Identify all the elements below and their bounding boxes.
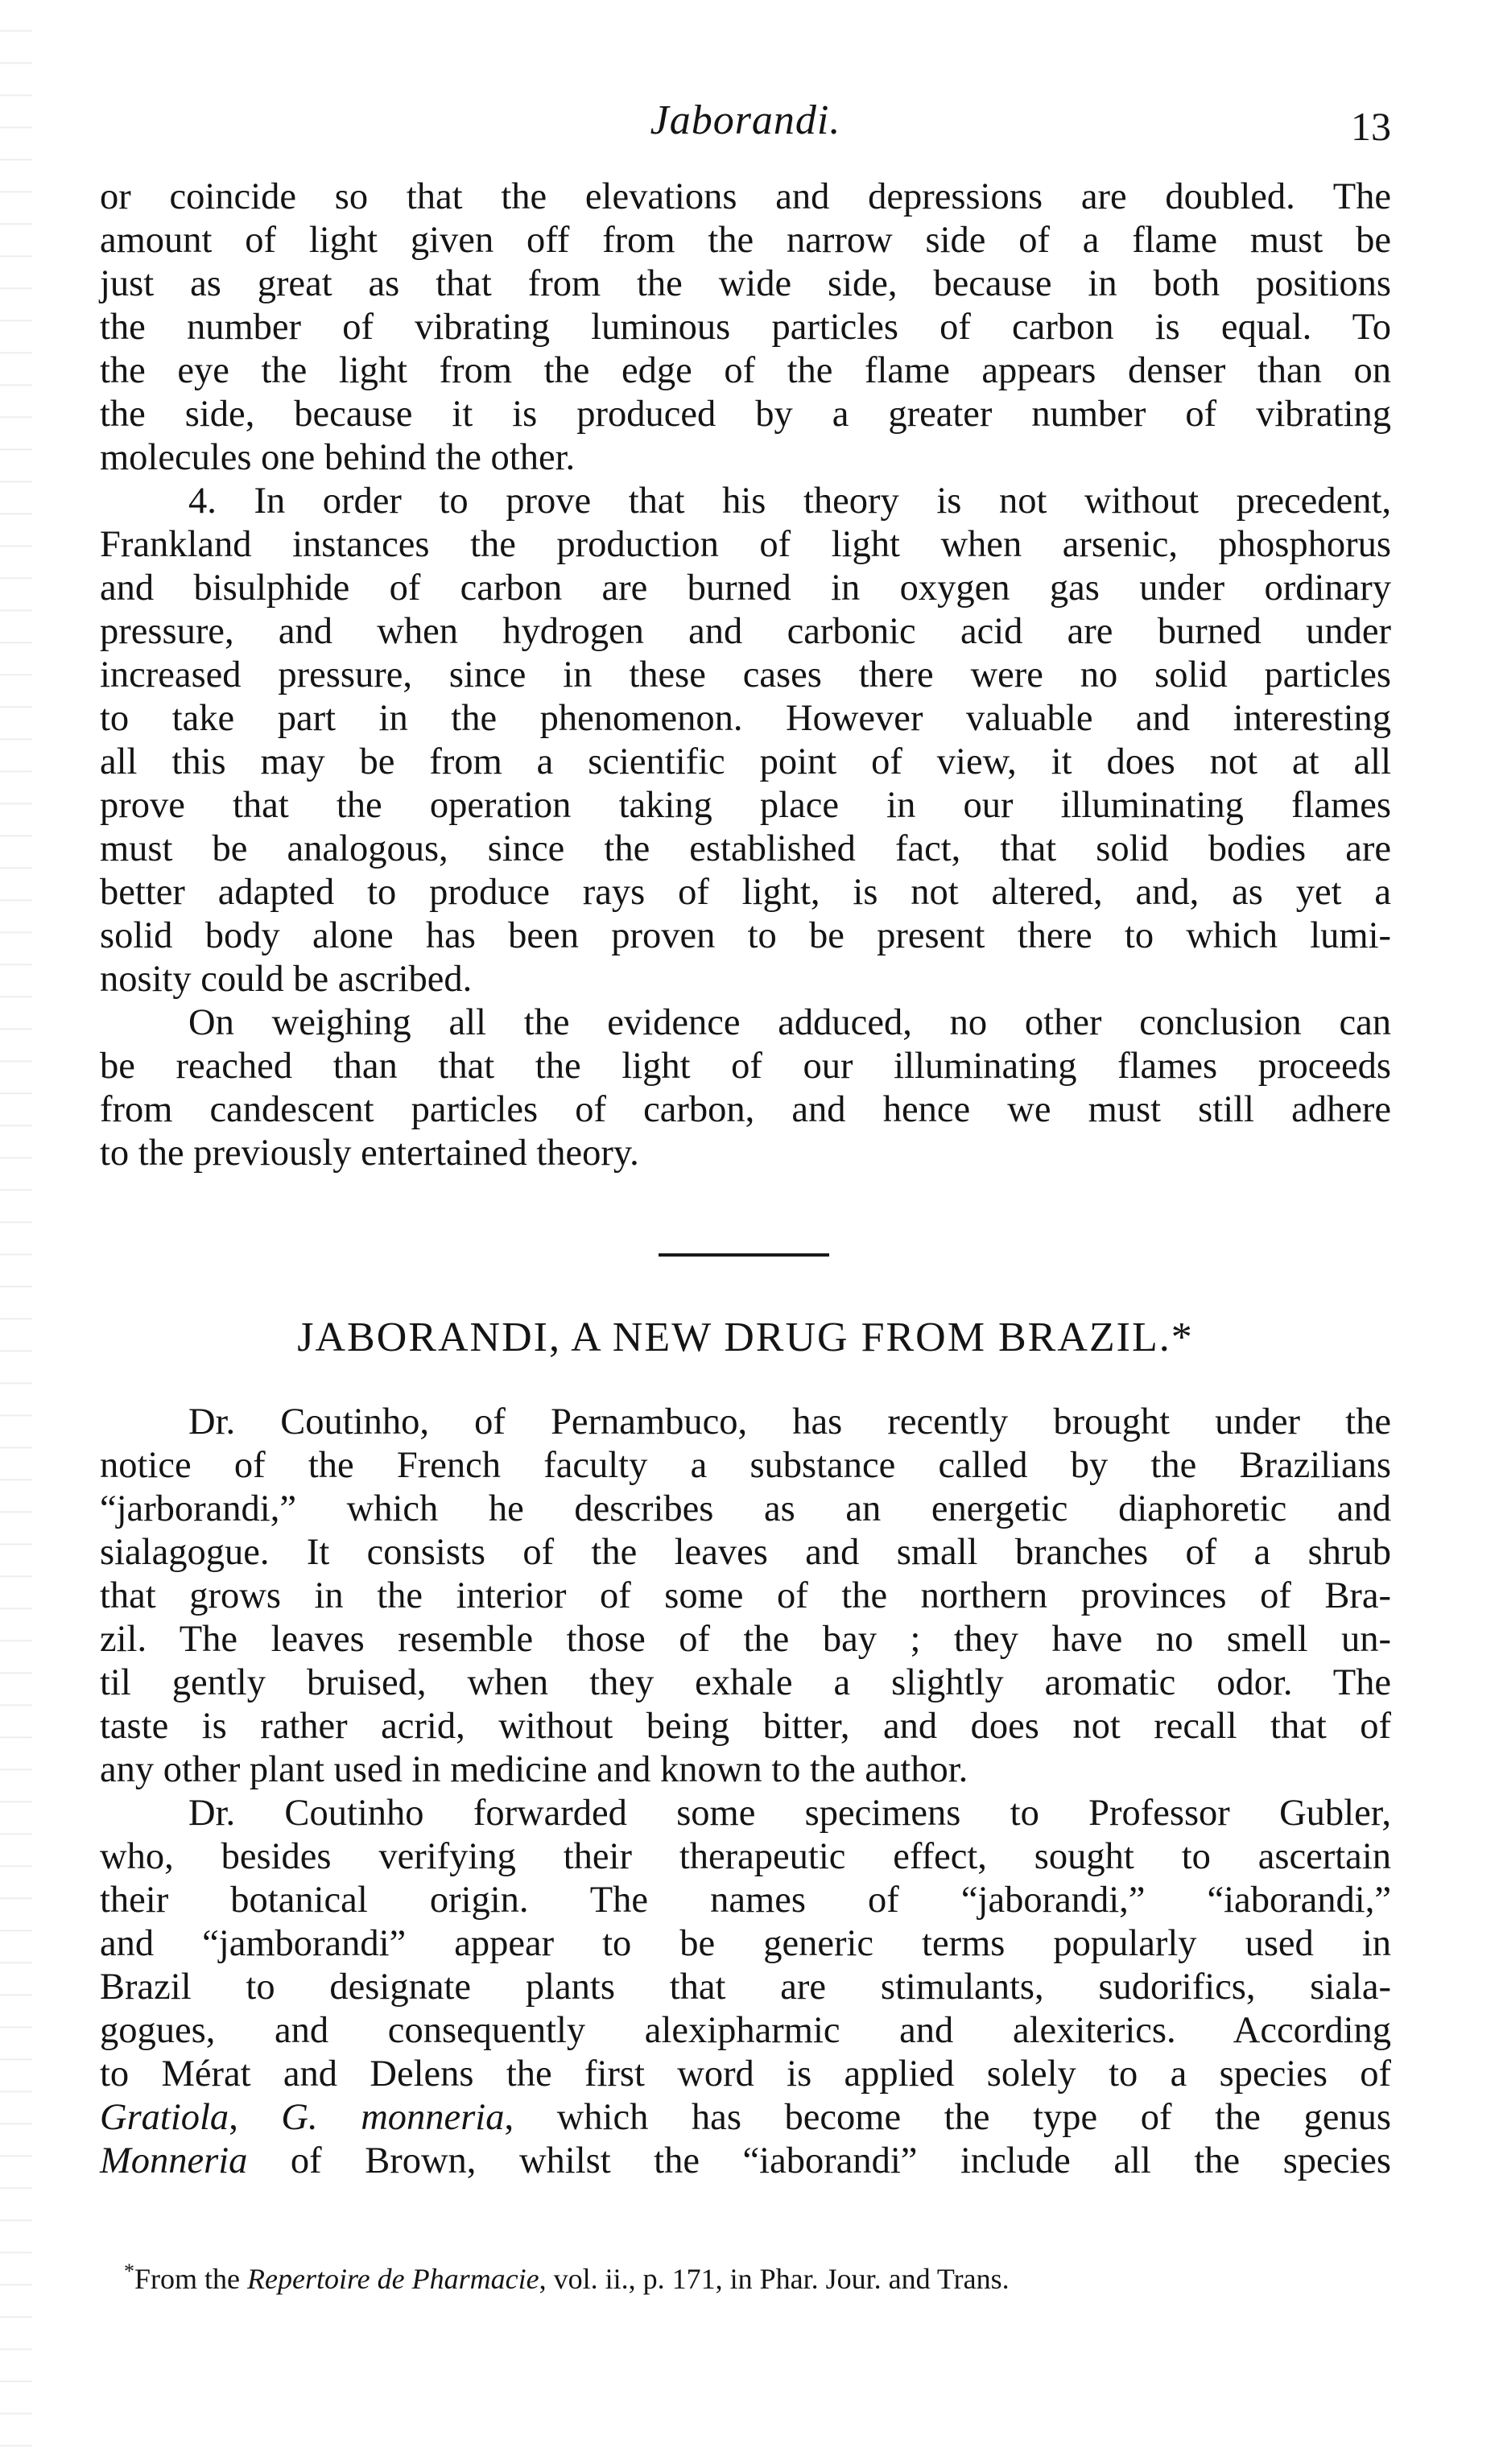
text-line: any other plant used in medicine and known to the author. [100,1749,968,1790]
body-text-section-2 [100,1401,1391,2183]
text-line: til gently bruised, when they exhale a slightly aromatic odor. The [100,1662,1391,1703]
text-line: or coincide so that the elevations and depressions are doubled. The [100,176,1391,217]
text-line: Brazil to designate plants that are stimulants, sudorifics, siala- [100,1967,1391,2008]
text-line: pressure, and when hydrogen and carbonic acid are burned under [100,611,1391,652]
text-line: notice of the French faculty a substance called by the Brazilians [100,1445,1391,1486]
text-line: to the previously entertained theory. [100,1133,639,1174]
text-line: all this may be from a scientific point of view, it does not at all [100,741,1391,782]
text-line: be reached than that the light of our illuminating flames proceeds [100,1046,1391,1087]
text-line: Dr. Coutinho, of Pernambuco, has recently brought under the [188,1401,1391,1442]
running-title: Jaborandi. [650,97,841,143]
footnote [124,2254,1380,2297]
text-line: sialagogue. It consists of the leaves and small branches of a shrub [100,1532,1391,1573]
text-line: nosity could be ascribed. [100,959,473,1000]
text-line: to take part in the phenomenon. However valuable and interesting [100,698,1391,739]
scan-margin [0,0,32,2464]
text-line: “jarborandi,” which he describes as an energetic diaphoretic and [100,1488,1391,1529]
text-line: 4. In order to prove that his theory is not without precedent, [188,481,1391,522]
text-line: increased pressure, since in these cases there were no solid particles [100,654,1391,695]
text-line: who, besides verifying their therapeutic effect, sought to ascertain [100,1836,1391,1877]
text-line: that grows in the interior of some of the northern provinces of Bra- [100,1575,1391,1616]
text-line: their botanical origin. The names of “jaborandi,” “iaborandi,” [100,1880,1391,1921]
body-text-section-1 [100,175,1391,1175]
text-line: the number of vibrating luminous particles of carbon is equal. To [100,307,1391,348]
footnote-prefix: From the [134,2263,247,2295]
text-line: gogues, and consequently alexipharmic and alexiterics. According [100,2010,1391,2051]
text-line: taste is rather acrid, without being bitter, and does not recall that of [100,1706,1391,1747]
text-line: must be analogous, since the established fact, that solid bodies are [100,828,1391,869]
text-line: and bisulphide of carbon are burned in oxygen gas under ordinary [100,568,1391,609]
text-line: just as great as that from the wide side, because in both positions [100,263,1391,304]
text-line: Gratiola, G. monneria, which has become the type of the genus [100,2097,1391,2138]
footnote-mark: * [124,2260,134,2283]
text-line: prove that the operation taking place in our illuminating flames [100,785,1391,826]
text-line: the side, because it is produced by a greater number of vibrating [100,394,1391,435]
text-line: better adapted to produce rays of light, is not altered, and, as yet a [100,872,1391,913]
text-line: from candescent particles of carbon, and hence we must still adhere [100,1089,1391,1130]
text-line: amount of light given off from the narrow side of a flame must be [100,220,1391,261]
text-line: Dr. Coutinho forwarded some specimens to Professor Gubler, [188,1793,1391,1834]
text-line: and “jamborandi” appear to be generic terms popularly used in [100,1923,1391,1964]
text-line: zil. The leaves resemble those of the bay ; they have no smell un- [100,1619,1391,1660]
section-divider [659,1253,829,1257]
text-line: Monneria of Brown, whilst the “iaborandi” include all the species [100,2140,1391,2181]
page-header [100,97,1391,161]
text-line: molecules one behind the other. [100,437,576,478]
footnote-suffix: , vol. ii., p. 171, in Phar. Jour. and Trans. [539,2263,1010,2295]
text-line: the eye the light from the edge of the flame appears denser than on [100,350,1391,391]
text-line: solid body alone has been proven to be present there to which lumi- [100,915,1391,956]
footnote-source: Repertoire de Pharmacie [247,2263,539,2295]
page-number: 13 [1351,104,1391,149]
section-heading: JABORANDI, A NEW DRUG FROM BRAZIL.* [297,1315,1194,1360]
text-line: to Mérat and Delens the first word is applied solely to a species of [100,2053,1391,2095]
text-line: On weighing all the evidence adduced, no other conclusion can [188,1002,1391,1043]
text-line: Frankland instances the production of light when arsenic, phosphorus [100,524,1391,565]
